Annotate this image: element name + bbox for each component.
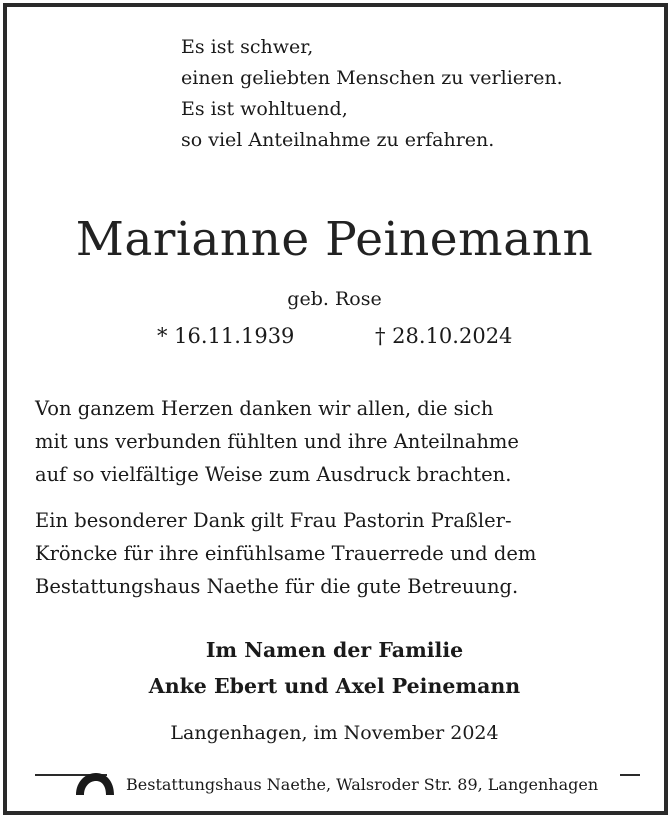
poem-line: Es ist schwer, [181, 36, 314, 58]
footer-address: Bestattungshaus Naethe, Walsroder Str. 89, Langenhagen [126, 775, 599, 794]
thanks-paragraph-1 [35, 392, 519, 491]
text-line: mit uns verbunden fühlten und ihre Anteilnahme [35, 430, 519, 453]
poem-line: Es ist wohltuend, [181, 98, 348, 120]
text-line: Von ganzem Herzen danken wir allen, die sich [35, 397, 494, 420]
text-line: Ein besonderer Dank gilt Frau Pastorin Praßler- [35, 509, 512, 532]
born-name: geb. Rose [287, 288, 382, 310]
death-date: † 28.10.2024 [375, 324, 513, 348]
poem-line: einen geliebten Menschen zu verlieren. [181, 67, 563, 89]
footer-divider [0, 760, 669, 762]
deceased-name: Marianne Peinemann [75, 212, 594, 267]
text-line: Kröncke für ihre einfühlsame Trauerrede und dem [35, 542, 537, 565]
birth-date: * 16.11.1939 [157, 324, 295, 348]
signature-line-2: Anke Ebert und Axel Peinemann [148, 674, 521, 698]
text-line: auf so vielfältige Weise zum Ausdruck brachten. [35, 463, 512, 486]
poem [181, 32, 563, 156]
signature-line-1: Im Namen der Familie [205, 638, 464, 662]
thanks-paragraph-2 [35, 504, 536, 603]
text-line: Bestattungshaus Naethe für die gute Betreuung. [35, 575, 519, 598]
funeral-home-logo-icon [72, 769, 118, 795]
poem-line: so viel Anteilnahme zu erfahren. [181, 129, 495, 151]
footer-divider-right [620, 774, 640, 776]
place-date: Langenhagen, im November 2024 [170, 722, 499, 744]
